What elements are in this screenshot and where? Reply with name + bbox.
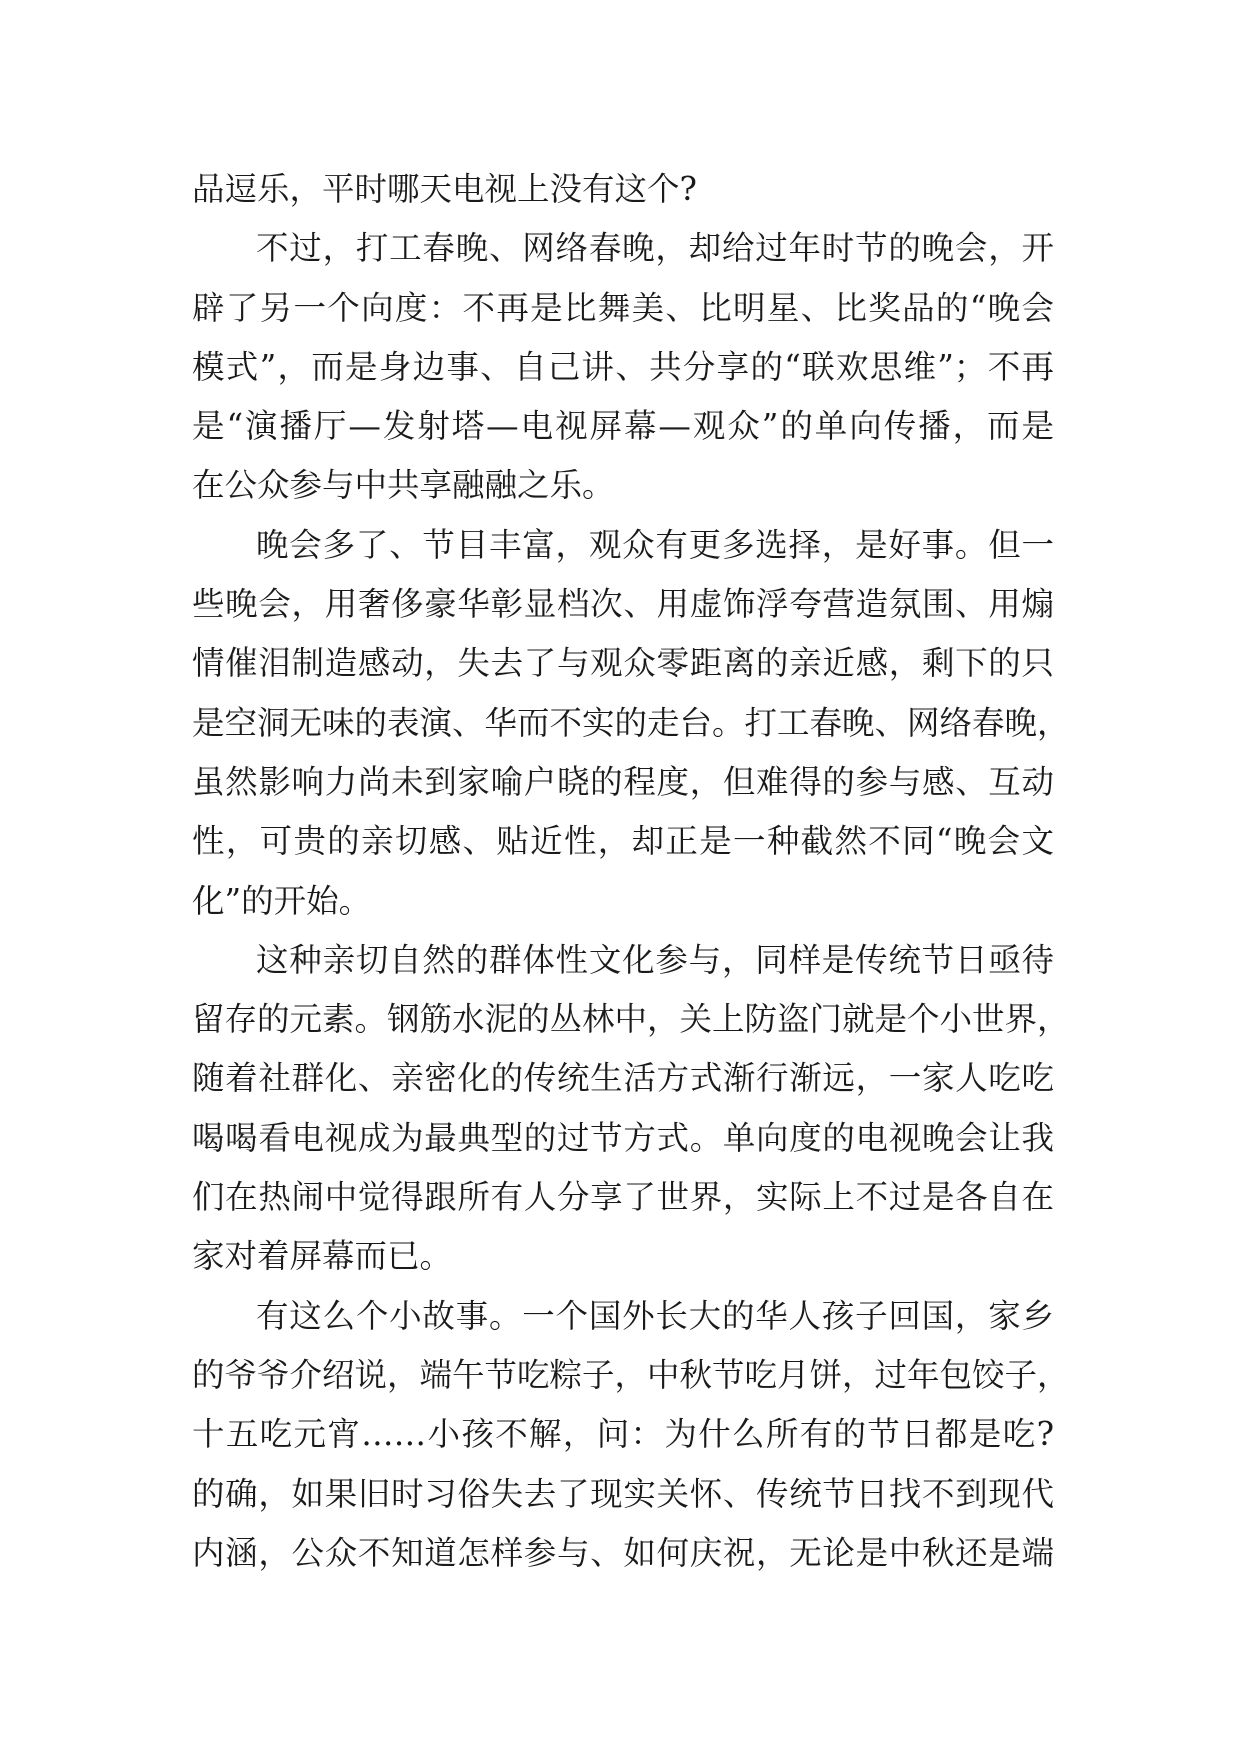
text-line: 虽然影响力尚未到家喻户晓的程度，但难得的参与感、互动 — [192, 762, 1054, 801]
text-line: 是空洞无味的表演、华而不实的走台。打工春晚、网络春晚， — [192, 703, 1070, 742]
text-line: 些晚会，用奢侈豪华彰显档次、用虚饰浮夸营造氛围、用煽 — [192, 585, 1054, 624]
text-line: 是“演播厅—发射塔—电视屏幕—观众”的单向传播，而是 — [192, 407, 1054, 446]
text-line: 喝喝看电视成为最典型的过节方式。单向度的电视晚会让我 — [192, 1118, 1054, 1157]
paragraph-first-line: 不过，打工春晚、网络春晚，却给过年时节的晚会，开 — [256, 229, 1054, 268]
text-line: 化”的开始。 — [192, 881, 372, 920]
text-line: 内涵，公众不知道怎样参与、如何庆祝，无论是中秋还是端 — [192, 1533, 1054, 1572]
paragraph-first-line: 这种亲切自然的群体性文化参与，同样是传统节日亟待 — [256, 940, 1054, 979]
paragraph-first-line: 晚会多了、节目丰富，观众有更多选择，是好事。但一 — [256, 525, 1054, 564]
text-line: 的爷爷介绍说，端午节吃粽子，中秋节吃月饼，过年包饺子， — [192, 1355, 1070, 1394]
text-line: 品逗乐，平时哪天电视上没有这个? — [192, 170, 697, 208]
text-line: 十五吃元宵……小孩不解，问：为什么所有的节日都是吃? — [192, 1415, 1054, 1454]
text-line: 性，可贵的亲切感、贴近性，却正是一种截然不同“晚会文 — [192, 822, 1054, 861]
body-text — [192, 160, 1070, 1583]
text-line: 模式”，而是身边事、自己讲、共分享的“联欢思维”；不再 — [192, 347, 1054, 386]
text-line: 在公众参与中共享融融之乐。 — [192, 466, 615, 505]
text-line: 辟了另一个向度：不再是比舞美、比明星、比奖品的“晚会 — [192, 288, 1054, 327]
text-line: 随着社群化、亲密化的传统生活方式渐行渐远，一家人吃吃 — [192, 1059, 1054, 1098]
text-line: 情催泪制造感动，失去了与观众零距离的亲近感，剩下的只 — [192, 644, 1054, 683]
paragraph-first-line: 有这么个小故事。一个国外长大的华人孩子回国，家乡 — [256, 1296, 1054, 1335]
text-line: 留存的元素。钢筋水泥的丛林中，关上防盗门就是个小世界， — [192, 1000, 1070, 1039]
text-line: 家对着屏幕而已。 — [192, 1237, 453, 1276]
text-line: 们在热闹中觉得跟所有人分享了世界，实际上不过是各自在 — [192, 1178, 1054, 1217]
text-line: 的确，如果旧时习俗失去了现实关怀、传统节日找不到现代 — [192, 1474, 1054, 1513]
